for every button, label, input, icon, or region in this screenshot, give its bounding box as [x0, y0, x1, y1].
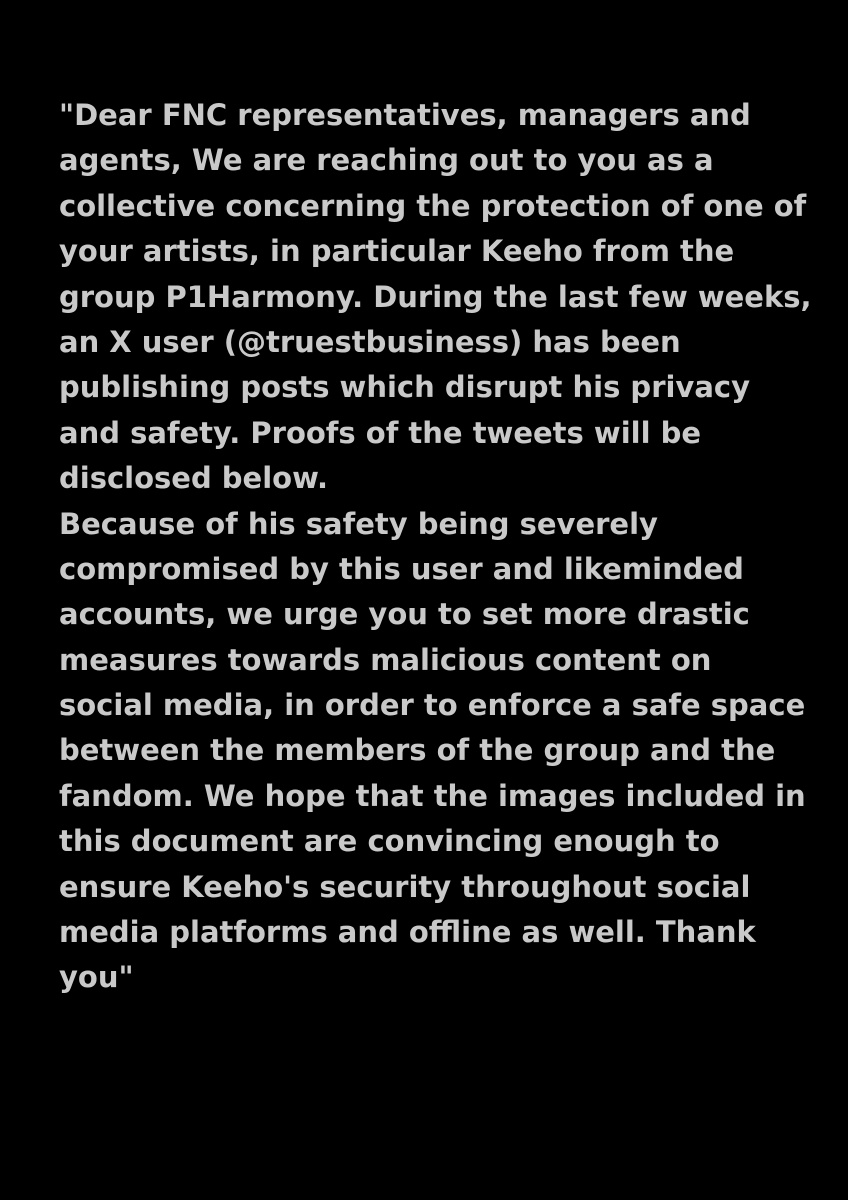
note-line: you" [59, 960, 134, 995]
note-line: an X user (@truestbusiness) has been [59, 324, 681, 359]
note-line: and safety. Proofs of the tweets will be [59, 415, 702, 450]
note-line: media platforms and offline as well. Thank [59, 915, 756, 950]
note-line: disclosed below. [59, 461, 329, 496]
note-line: "Dear FNC representatives, managers and [59, 98, 751, 132]
note-line: collective concerning the protection of one of [59, 188, 807, 223]
note-body [59, 93, 829, 1001]
note-line: compromised by this user and likeminded [59, 551, 744, 586]
note-line: between the members of the group and the [59, 733, 776, 768]
note-line: social media, in order to enforce a safe space [59, 688, 806, 723]
note-line: accounts, we urge you to set more drastic [59, 597, 750, 632]
note-line: measures towards malicious content on [59, 642, 712, 677]
note-line: your artists, in particular Keeho from the [59, 234, 735, 269]
note-line: publishing posts which disrupt his privacy [59, 370, 751, 405]
note-line: group P1Harmony. During the last few weeks, [59, 279, 812, 314]
note-line: ensure Keeho's security throughout social [59, 869, 751, 904]
note-line: Because of his safety being severely [59, 506, 658, 541]
note-line: this document are convincing enough to [59, 824, 720, 859]
note-line: fandom. We hope that the images included in [59, 778, 806, 813]
note-line: agents, We are reaching out to you as a [59, 143, 714, 178]
